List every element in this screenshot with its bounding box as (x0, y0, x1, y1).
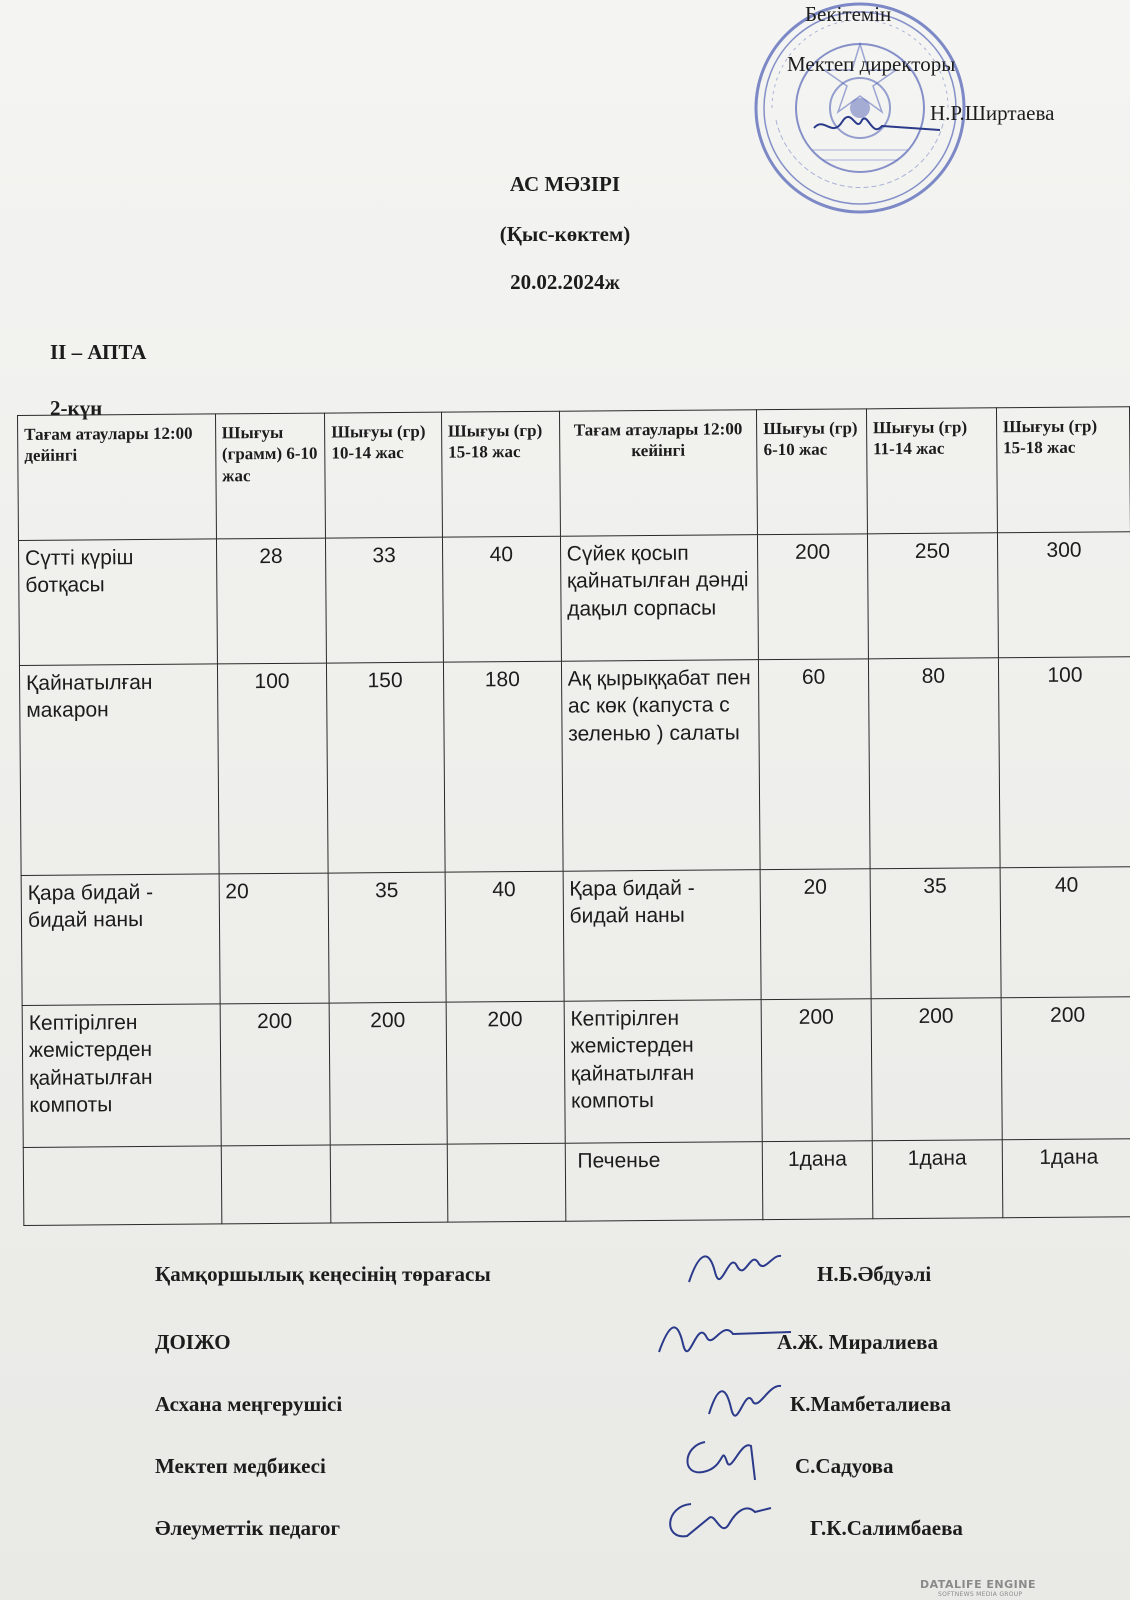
table-cell: 35 (328, 872, 446, 1003)
header-cell: Шығуы (гр) 15-18 жас (996, 407, 1130, 533)
table-cell: 40 (445, 871, 564, 1002)
table-cell: 250 (867, 533, 998, 659)
table-cell: 200 (1001, 997, 1130, 1140)
table-cell: 200 (446, 1001, 565, 1144)
table-cell: 33 (326, 537, 444, 663)
signature-name: А.Ж. Миралиева (777, 1330, 939, 1354)
header-cell: Шығуы (грамм) 6-10 жас (215, 413, 326, 539)
signature-name: Г.К.Салимбаева (810, 1516, 963, 1540)
header-cell: Тағам атаулары 12:00 кейінгі (559, 410, 758, 537)
menu-table (17, 406, 1130, 1226)
table-cell: Сүтті күріш ботқасы (18, 539, 217, 666)
table-cell: 180 (443, 661, 562, 872)
table-cell: 200 (329, 1002, 447, 1145)
table-cell: 100 (217, 663, 328, 874)
handwritten-signature-icon (655, 1494, 775, 1550)
handwritten-signature-icon (685, 1242, 785, 1292)
table-cell: 200 (761, 999, 872, 1142)
table-row (22, 997, 1130, 1148)
header-cell: Тағам атаулары 12:00 дейінгі (18, 414, 217, 541)
table-cell: 1дана (762, 1141, 872, 1220)
approval-block (787, 2, 1055, 126)
approval-line-2: Мектеп директоры (787, 52, 956, 77)
approval-line-3: Н.Р.Ширтаева (930, 101, 1055, 126)
handwritten-signature-icon (705, 1374, 785, 1422)
table-cell: Кептірілген жемістерден қайнатылған компоты (564, 1000, 763, 1144)
table-cell: 40 (442, 536, 561, 662)
table-row (19, 657, 1130, 876)
table-cell: Кептірілген жемістерден қайнатылған компоты (22, 1004, 221, 1148)
table-cell: 150 (327, 662, 445, 873)
header-cell: Шығуы (гр) 15-18 жас (441, 411, 560, 537)
handwritten-signature-icon (675, 1432, 765, 1486)
handwritten-signature-icon (655, 1308, 795, 1364)
table-cell: 100 (998, 657, 1130, 868)
table-cell: 1дана (1002, 1139, 1130, 1218)
header-cell: Шығуы (гр) 6-10 жас (757, 409, 868, 535)
signature-name: К.Мамбеталиева (790, 1392, 951, 1416)
table-header-row (18, 407, 1130, 541)
page-title: АС МӘЗІРІ (509, 172, 621, 196)
watermark (920, 1578, 1036, 1598)
table-cell: Сүйек қосып қайнатылған дәнді дақыл сорпасы (560, 535, 759, 662)
table-row (21, 867, 1130, 1006)
table-cell: Қара бидай - бидай наны (563, 870, 762, 1002)
header-cell: Шығуы (гр) 11-14 жас (866, 408, 997, 534)
table-row (23, 1139, 1130, 1226)
table-cell: 40 (1000, 867, 1130, 998)
season-label: (Қыс-көктем) (499, 222, 631, 246)
table-cell: Қара бидай - бидай наны (21, 874, 220, 1006)
table-cell: 80 (868, 658, 1000, 869)
watermark-sub: SOFTNEWS MEDIA GROUP (938, 1591, 1023, 1598)
header-cell: Шығуы (гр) 10-14 жас (325, 412, 443, 538)
table-cell: Ақ қырыққабат пен ас көк (капуста с зеленью ) салаты (561, 660, 760, 872)
table-cell: 28 (216, 538, 327, 664)
table-cell: 60 (759, 659, 870, 870)
signature-name: С.Садуова (795, 1454, 894, 1478)
table-cell: Қайнатылған макарон (19, 664, 218, 876)
table-cell: 20 (760, 869, 871, 1000)
table-cell (221, 1145, 331, 1224)
signature-role: Мектеп медбикесі (155, 1454, 326, 1478)
table-cell (330, 1144, 447, 1223)
signature-role: Асхана меңгерушісі (155, 1392, 343, 1416)
week-label: ІІ – АПТА (50, 340, 147, 364)
signature-name: Н.Б.Әбдуәлі (817, 1262, 932, 1286)
day-label: 2-күн (50, 396, 103, 420)
signature-role: Қамқоршылық кеңесінің төрағасы (155, 1262, 491, 1286)
signature-role: Әлеуметтік педагог (155, 1516, 341, 1540)
director-signature-icon (812, 108, 942, 142)
table-cell: Печенье (565, 1142, 763, 1222)
table-cell: 35 (870, 868, 1001, 999)
table-row (18, 532, 1130, 666)
table-cell (23, 1146, 221, 1226)
approval-line-1: Бекітемін (805, 2, 892, 26)
table-cell: 20 (219, 873, 330, 1004)
table-cell: 200 (220, 1003, 331, 1146)
table-cell: 300 (997, 532, 1130, 658)
table-cell: 1дана (872, 1140, 1003, 1219)
table-cell (447, 1143, 565, 1222)
table-cell: 200 (758, 534, 869, 660)
table-cell: 200 (871, 998, 1002, 1141)
date-label: 20.02.2024ж (510, 270, 620, 294)
signature-role: ДОІЖО (155, 1330, 231, 1354)
watermark-brand: DATALIFE ENGINE (920, 1578, 1036, 1591)
